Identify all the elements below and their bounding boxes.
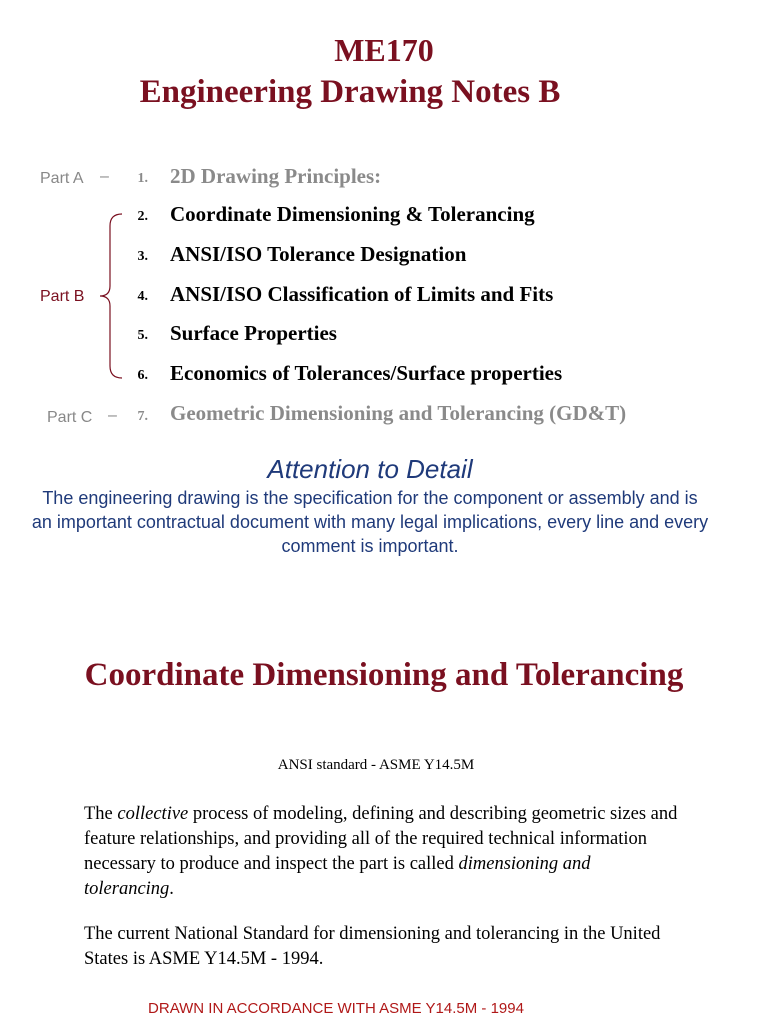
section-title: Coordinate Dimensioning and Tolerancing [84,657,684,693]
part-b-label: Part B [40,288,85,305]
toc-item-text: Geometric Dimensioning and Tolerancing (GD&T) [170,401,627,425]
toc-item-number: 3. [137,249,148,264]
para-emphasis: collective [117,804,189,824]
toc-item-number: 4. [137,289,148,304]
toc-item-text: Economics of Tolerances/Surface properties [170,361,563,385]
toc-item-text: Coordinate Dimensioning & Tolerancing [170,202,535,226]
part-a-dash: – [100,168,109,185]
standard-note: ANSI standard - ASME Y14.5M [277,757,475,773]
toc-item-number: 2. [137,209,148,224]
toc-item-text: Surface Properties [170,321,337,345]
toc-item-text: ANSI/ISO Classification of Limits and Fits [170,282,554,306]
part-a-label: Part A [40,170,84,187]
para-text: process of modeling, defining and describing geometric sizes and feature relationships, and providing all of the required technical information necessary to produce and inspect the part is called [84,804,678,874]
part-c-label: Part C [47,409,93,426]
part-c-dash: – [108,407,117,424]
attention-body: The engineering drawing is the specification for the component or assembly and is an important contractual document with many legal implications, every line and every comment is important. [31,488,709,556]
course-title: ME170 [334,32,434,68]
toc-item-number: 5. [137,328,148,343]
attention-heading: Attention to Detail [267,454,473,484]
para-emphasis: dimensioning and tolerancing [84,854,591,899]
para-text: . [169,879,174,899]
toc-item-number: 7. [137,409,148,424]
toc-item-text: ANSI/ISO Tolerance Designation [170,242,467,266]
definition-paragraph [84,802,684,902]
para-text: The [84,804,118,824]
toc-item-number: 6. [137,368,148,383]
toc-item-text: 2D Drawing Principles: [170,164,382,188]
standard-paragraph: The current National Standard for dimensioning and tolerancing in the United States is ASME Y14.5M - 1994. [84,924,661,969]
toc-item-number: 1. [137,171,148,186]
page-title: Engineering Drawing Notes B [139,74,561,110]
footer-note: DRAWN IN ACCORDANCE WITH ASME Y14.5M - 1994 [148,1000,524,1017]
